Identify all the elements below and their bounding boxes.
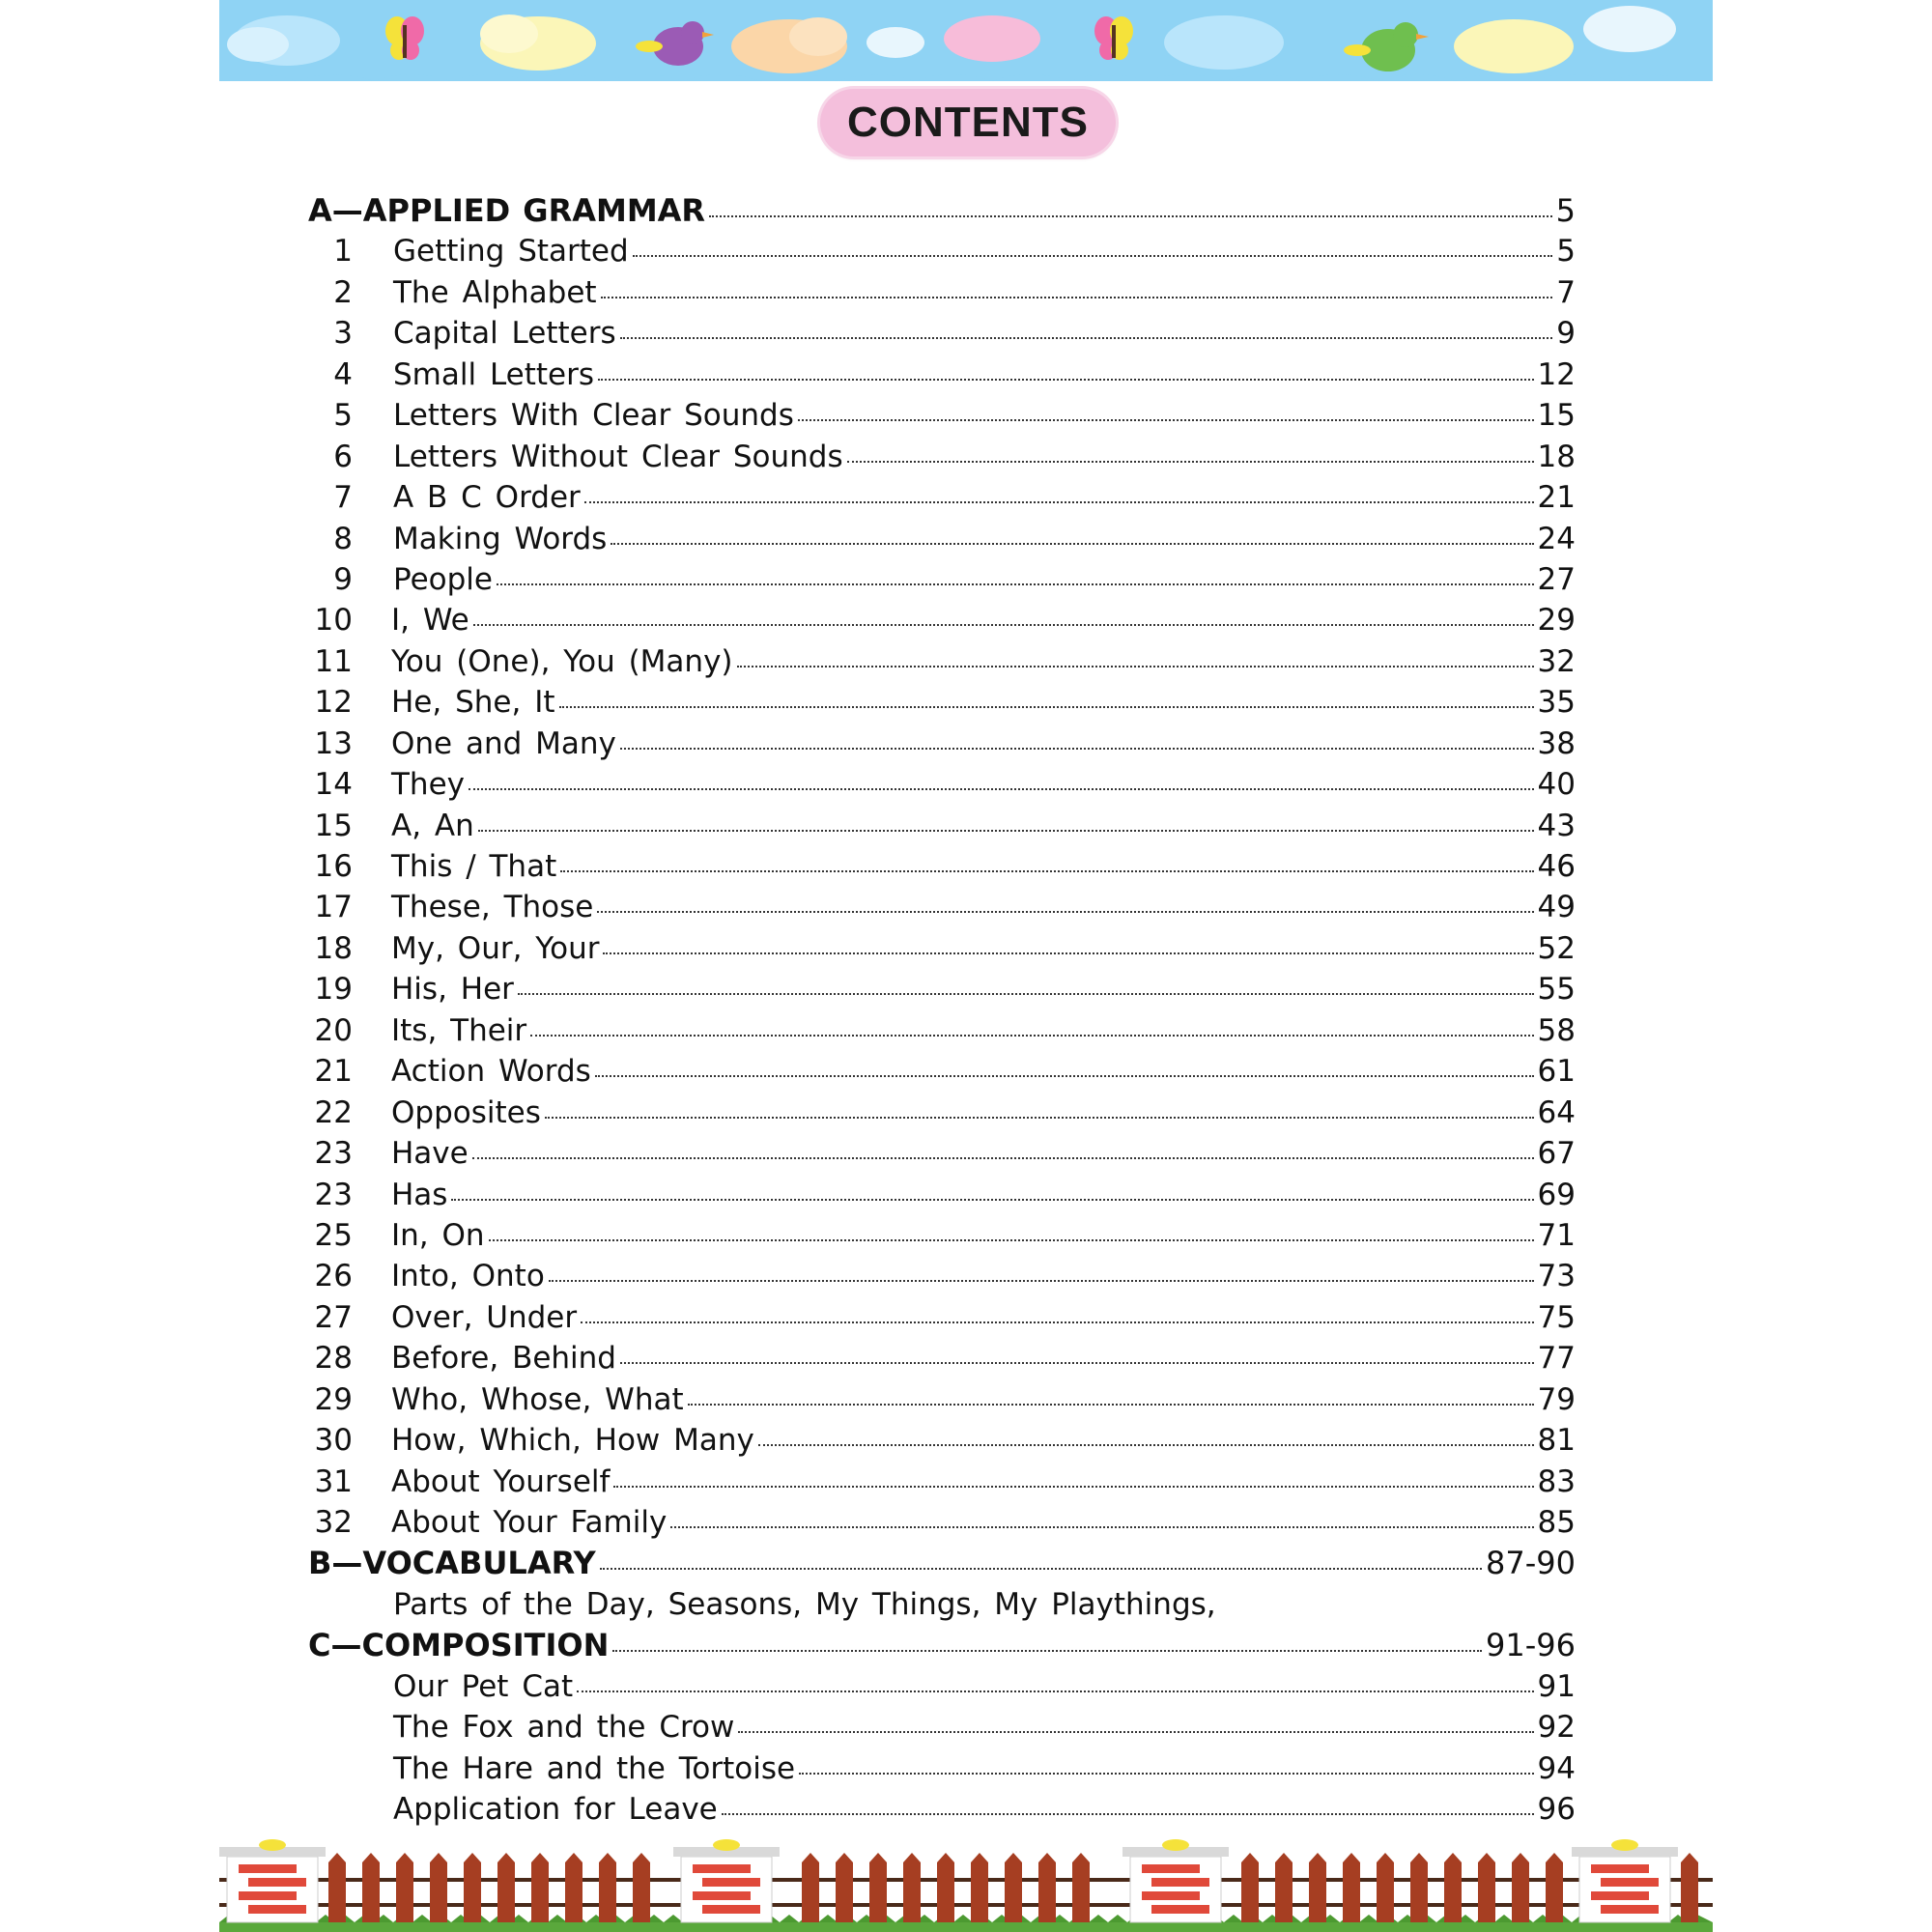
toc-chapter-row [308, 313, 1576, 354]
fence-pillar [1572, 1839, 1678, 1922]
composition-title: The Fox and the Crow [393, 1710, 735, 1746]
cloud-icon [1454, 19, 1574, 73]
dot-leader [603, 952, 1533, 954]
fence-picket [1241, 1853, 1259, 1922]
chapter-number: 13 [314, 725, 353, 761]
chapter-title: Before, Behind [391, 1341, 616, 1377]
dot-leader [497, 583, 1534, 585]
chapter-page: 15 [1537, 398, 1576, 434]
toc-chapter-row [308, 1462, 1576, 1502]
toc-section-row [308, 1625, 1576, 1665]
toc-chapter-row [308, 1133, 1576, 1174]
chapter-title: Who, Whose, What [391, 1381, 684, 1417]
dot-leader [688, 1404, 1534, 1406]
fence-picket [464, 1853, 481, 1922]
toc-chapter-row [308, 806, 1576, 846]
chapter-page: 85 [1537, 1505, 1576, 1540]
chapter-title: Action Words [391, 1054, 591, 1090]
section-label: A—APPLIED GRAMMAR [308, 192, 706, 229]
fence-picket [362, 1853, 380, 1922]
toc-chapter-row [308, 1297, 1576, 1338]
toc-section-row [308, 1543, 1576, 1583]
fence-picket [1681, 1853, 1698, 1922]
dot-leader [670, 1526, 1533, 1528]
toc-chapter-row [308, 1175, 1576, 1215]
chapter-number: 8 [333, 521, 353, 556]
fence-picket [1410, 1853, 1428, 1922]
chapter-number: 21 [314, 1054, 353, 1090]
toc-chapter-row [308, 682, 1576, 723]
toc-chapter-row [308, 519, 1576, 559]
chapter-title: Making Words [393, 521, 608, 556]
chapter-title: This / That [391, 849, 557, 884]
chapter-page: 49 [1537, 890, 1576, 925]
toc-chapter-row [308, 1093, 1576, 1133]
chapter-number: 14 [314, 767, 353, 803]
chapter-title: Getting Started [393, 234, 629, 270]
chapter-title: People [393, 561, 493, 597]
dot-leader [620, 1362, 1534, 1364]
chapter-page: 29 [1537, 603, 1576, 639]
vocabulary-note: Parts of the Day, Seasons, My Things, My Playthings, [393, 1586, 1216, 1622]
dot-leader [518, 993, 1534, 995]
composition-page: 91 [1537, 1668, 1576, 1704]
chapter-page: 69 [1537, 1177, 1576, 1212]
chapter-page: 64 [1537, 1094, 1576, 1130]
fence-picket [1309, 1853, 1326, 1922]
chapter-number: 25 [314, 1217, 353, 1253]
toc-chapter-row [308, 272, 1576, 313]
toc-chapter-row [308, 724, 1576, 764]
chapter-page: 71 [1537, 1217, 1576, 1253]
chapter-number: 31 [314, 1463, 353, 1499]
dot-leader [620, 337, 1553, 339]
chapter-title: His, Her [391, 972, 514, 1008]
dot-leader [549, 1280, 1534, 1282]
dot-leader [595, 1075, 1534, 1077]
toc-composition-row [308, 1666, 1576, 1707]
chapter-number: 32 [314, 1505, 353, 1540]
fence-picket [497, 1853, 515, 1922]
chapter-number: 27 [314, 1299, 353, 1335]
fence-picket [802, 1853, 819, 1922]
chapter-number: 1 [333, 234, 353, 270]
chapter-page: 73 [1537, 1259, 1576, 1294]
fence-picket [1478, 1853, 1495, 1922]
fence-picket [1512, 1853, 1529, 1922]
chapter-page: 58 [1537, 1012, 1576, 1048]
toc-chapter-row [308, 1420, 1576, 1461]
dot-leader [469, 788, 1534, 790]
chapter-number: 6 [333, 439, 353, 474]
toc-chapter-row [308, 1010, 1576, 1051]
chapter-page: 77 [1537, 1341, 1576, 1377]
chapter-title: I, We [391, 603, 469, 639]
chapter-page: 67 [1537, 1136, 1576, 1172]
toc-chapter-row [308, 437, 1576, 477]
toc-chapter-row [308, 969, 1576, 1009]
chapter-title: About Yourself [391, 1463, 611, 1499]
fence-picket [328, 1853, 346, 1922]
chapter-page: 7 [1556, 274, 1576, 310]
chapter-number: 5 [333, 398, 353, 434]
chapter-number: 3 [333, 316, 353, 352]
dot-leader [600, 1568, 1482, 1570]
toc-chapter-row [308, 559, 1576, 600]
page-title: CONTENTS [847, 99, 1089, 146]
chapter-page: 40 [1537, 767, 1576, 803]
chapter-number: 12 [314, 685, 353, 721]
toc-composition-row [308, 1707, 1576, 1747]
chapter-page: 21 [1537, 480, 1576, 516]
dot-leader [545, 1117, 1534, 1119]
fence-picket [1275, 1853, 1293, 1922]
chapter-number: 19 [314, 972, 353, 1008]
chapter-title: Small Letters [393, 356, 595, 392]
chapter-title: These, Those [391, 890, 594, 925]
chapter-page: 9 [1556, 316, 1576, 352]
chapter-title: Have [391, 1136, 469, 1172]
fence-picket [1343, 1853, 1360, 1922]
chapter-page: 61 [1537, 1054, 1576, 1090]
fence-picket [971, 1853, 988, 1922]
composition-title: The Hare and the Tortoise [393, 1750, 796, 1786]
chapter-title: Over, Under [391, 1299, 578, 1335]
chapter-title: You (One), You (Many) [391, 643, 733, 679]
chapter-page: 83 [1537, 1463, 1576, 1499]
chapter-number: 28 [314, 1341, 353, 1377]
chapter-number: 30 [314, 1423, 353, 1459]
chapter-title: The Alphabet [393, 274, 597, 310]
section-page: 87-90 [1486, 1545, 1576, 1582]
toc-chapter-row [308, 1051, 1576, 1092]
chapter-page: 38 [1537, 725, 1576, 761]
fence-pillar [1122, 1839, 1229, 1922]
toc-chapter-row [308, 1338, 1576, 1378]
fence-picket [836, 1853, 853, 1922]
dot-leader [560, 870, 1533, 872]
section-page: 91-96 [1486, 1627, 1576, 1664]
section-label: B—VOCABULARY [308, 1545, 596, 1582]
chapter-number: 16 [314, 849, 353, 884]
dot-leader [633, 255, 1553, 257]
composition-page: 94 [1537, 1750, 1576, 1786]
chapter-title: Letters Without Clear Sounds [393, 439, 843, 474]
contents-page [219, 0, 1713, 1932]
chapter-title: Opposites [391, 1094, 541, 1130]
chapter-title: In, On [391, 1217, 485, 1253]
chapter-page: 55 [1537, 972, 1576, 1008]
fence-picket [1072, 1853, 1090, 1922]
chapter-number: 20 [314, 1012, 353, 1048]
toc-composition-row [308, 1789, 1576, 1830]
composition-page: 92 [1537, 1710, 1576, 1746]
chapter-number: 9 [333, 561, 353, 597]
fence-picket [1377, 1853, 1394, 1922]
chapter-page: 79 [1537, 1381, 1576, 1417]
toc-chapter-row [308, 600, 1576, 640]
composition-page: 96 [1537, 1792, 1576, 1828]
butterfly-icon [1094, 16, 1133, 60]
chapter-number: 18 [314, 930, 353, 966]
chapter-title: They [391, 767, 466, 803]
chapter-page: 46 [1537, 849, 1576, 884]
toc-chapter-row [308, 764, 1576, 805]
toc-composition-row [308, 1748, 1576, 1789]
cloud-icon [944, 15, 1040, 62]
section-label: C—COMPOSITION [308, 1627, 610, 1664]
dot-leader [613, 1486, 1533, 1488]
dot-leader [799, 1773, 1533, 1775]
chapter-title: Its, Their [391, 1012, 527, 1048]
chapter-number: 29 [314, 1381, 353, 1417]
chapter-title: How, Which, How Many [391, 1423, 754, 1459]
fence-picket [565, 1853, 582, 1922]
chapter-number: 17 [314, 890, 353, 925]
chapter-number: 11 [314, 643, 353, 679]
toc-section-row [308, 190, 1576, 231]
cloud-icon [1583, 6, 1676, 52]
chapter-page: 43 [1537, 808, 1576, 843]
chapter-title: A, An [391, 808, 474, 843]
dot-leader [577, 1690, 1533, 1692]
fence-picket [430, 1853, 447, 1922]
fence-picket [1444, 1853, 1462, 1922]
chapter-page: 12 [1537, 356, 1576, 392]
fence-pillar [219, 1839, 326, 1922]
table-of-contents [308, 190, 1576, 1831]
dot-leader [612, 1650, 1482, 1652]
dot-leader [798, 419, 1534, 421]
dot-leader [758, 1444, 1534, 1446]
fence-picket [531, 1853, 549, 1922]
chapter-page: 27 [1537, 561, 1576, 597]
dot-leader [489, 1239, 1534, 1241]
fence-pickets [328, 1853, 1698, 1922]
toc-chapter-row [308, 887, 1576, 927]
toc-chapter-row [308, 1256, 1576, 1296]
toc-chapter-row [308, 1379, 1576, 1420]
dot-leader [738, 1731, 1533, 1733]
chapter-page: 81 [1537, 1423, 1576, 1459]
chapter-number: 7 [333, 480, 353, 516]
chapter-title: Has [391, 1177, 448, 1212]
sky-banner-illustration [219, 0, 1713, 97]
dot-leader [620, 748, 1534, 750]
chapter-number: 10 [314, 603, 353, 639]
dot-leader [611, 543, 1533, 545]
chapter-page: 35 [1537, 685, 1576, 721]
composition-title: Application for Leave [393, 1792, 718, 1828]
chapter-page: 52 [1537, 930, 1576, 966]
fence-picket [396, 1853, 413, 1922]
chapter-title: He, She, It [391, 685, 555, 721]
section-page: 5 [1555, 192, 1576, 229]
chapter-number: 15 [314, 808, 353, 843]
fence-picket [1005, 1853, 1022, 1922]
chapter-number: 23 [314, 1136, 353, 1172]
dot-leader [472, 1157, 1534, 1159]
chapter-page: 75 [1537, 1299, 1576, 1335]
chapter-number: 22 [314, 1094, 353, 1130]
fence-picket [1038, 1853, 1056, 1922]
dot-leader [722, 1813, 1534, 1815]
composition-title: Our Pet Cat [393, 1668, 574, 1704]
toc-chapter-row [308, 395, 1576, 436]
dot-leader [847, 461, 1534, 463]
chapter-number: 4 [333, 356, 353, 392]
toc-chapter-row [308, 231, 1576, 271]
fence-picket [869, 1853, 887, 1922]
dot-leader [451, 1199, 1533, 1201]
chapter-title: A B C Order [393, 480, 581, 516]
chapter-number: 26 [314, 1259, 353, 1294]
dot-leader [601, 297, 1553, 298]
fence-picket [1546, 1853, 1563, 1922]
fence-picket [937, 1853, 954, 1922]
chapter-title: About Your Family [391, 1505, 668, 1540]
dot-leader [597, 911, 1533, 913]
toc-chapter-row [308, 928, 1576, 969]
dot-leader [559, 706, 1534, 708]
fence-pillar [673, 1839, 780, 1922]
vocabulary-note-row [308, 1584, 1576, 1625]
chapter-number: 23 [314, 1177, 353, 1212]
toc-chapter-row [308, 1215, 1576, 1256]
chapter-number: 2 [333, 274, 353, 310]
toc-chapter-row [308, 1502, 1576, 1543]
dot-leader [581, 1321, 1533, 1323]
dot-leader [478, 830, 1534, 832]
fence-picket [633, 1853, 650, 1922]
chapter-title: Capital Letters [393, 316, 616, 352]
dot-leader [530, 1035, 1533, 1037]
dot-leader [709, 215, 1552, 217]
chapter-title: Into, Onto [391, 1259, 545, 1294]
dot-leader [584, 501, 1534, 503]
toc-chapter-row [308, 355, 1576, 395]
chapter-page: 32 [1537, 643, 1576, 679]
dot-leader [598, 379, 1534, 381]
chapter-title: Letters With Clear Sounds [393, 398, 794, 434]
fence-picket [903, 1853, 921, 1922]
toc-chapter-row [308, 641, 1576, 682]
butterfly-icon [385, 16, 424, 60]
fence-banner-illustration [219, 1835, 1713, 1932]
fence-picket [599, 1853, 616, 1922]
chapter-title: One and Many [391, 725, 616, 761]
dot-leader [737, 666, 1534, 668]
chapter-page: 24 [1537, 521, 1576, 556]
toc-chapter-row [308, 477, 1576, 518]
dot-leader [473, 624, 1534, 626]
chapter-page: 18 [1537, 439, 1576, 474]
chapter-page: 5 [1556, 234, 1576, 270]
chapter-title: My, Our, Your [391, 930, 600, 966]
toc-chapter-row [308, 846, 1576, 887]
contents-title-badge [820, 89, 1116, 156]
cloud-icon [1164, 15, 1284, 70]
cloud-icon [867, 27, 924, 58]
